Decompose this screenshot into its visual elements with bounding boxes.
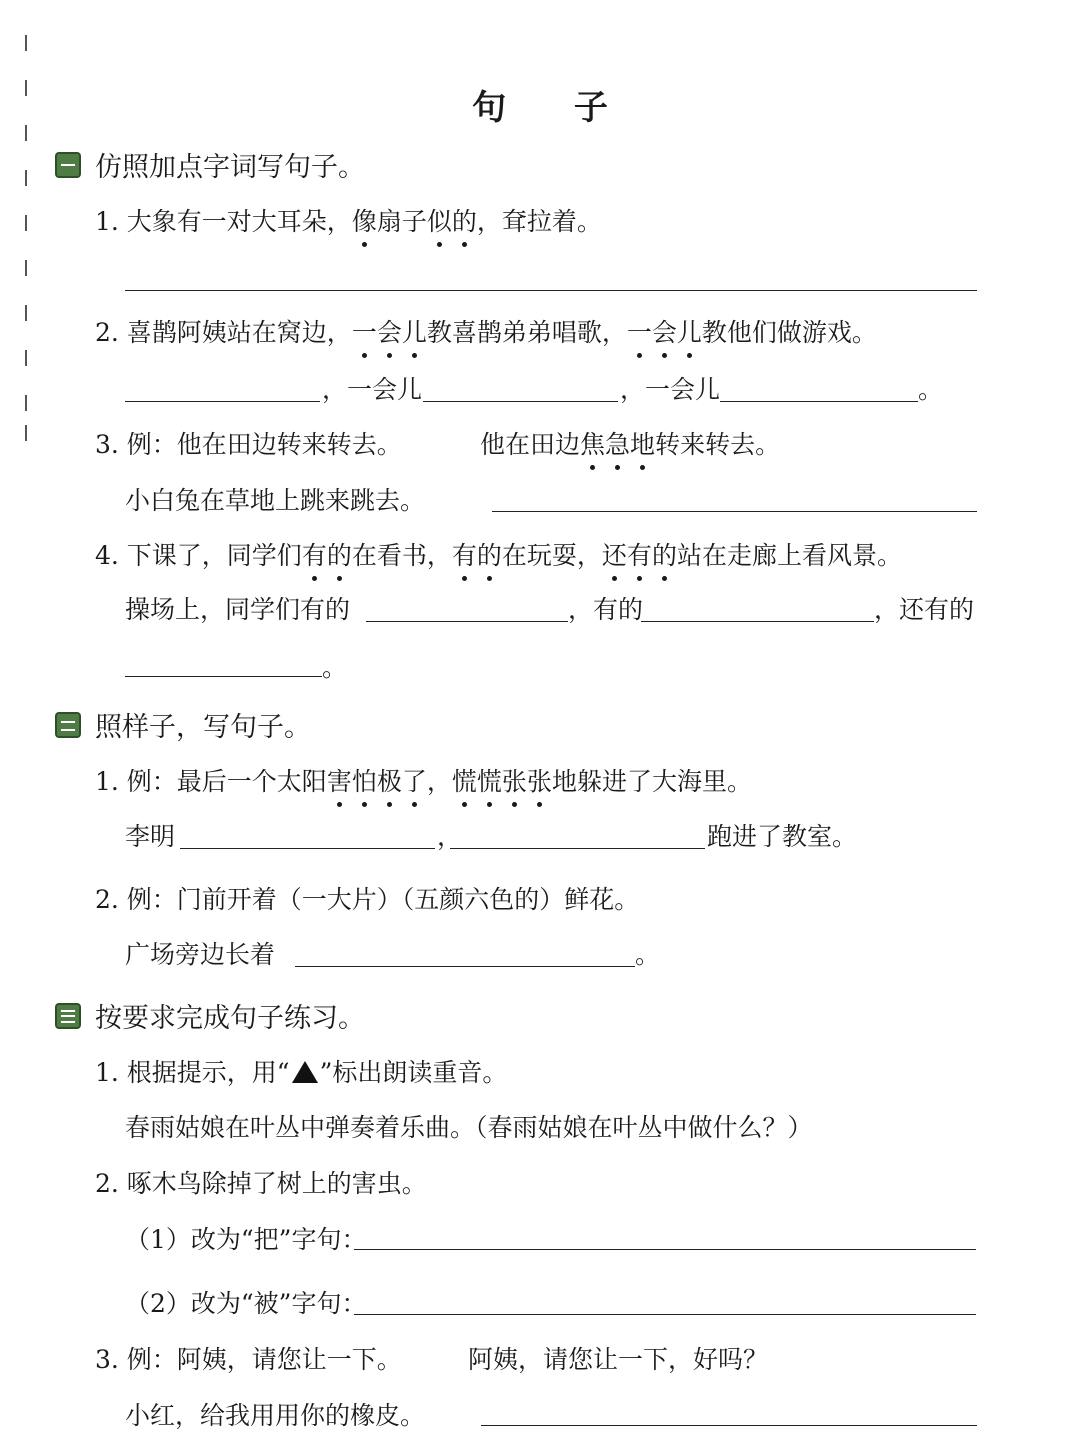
s1-q4-fill-end: ，还有的 bbox=[874, 595, 975, 624]
s1-q3-answer-line[interactable] bbox=[492, 511, 977, 512]
triangle-icon bbox=[292, 1061, 318, 1083]
binding-mark bbox=[25, 215, 27, 231]
binding-mark bbox=[25, 260, 27, 276]
section-three-title: 按要求完成句子练习。 bbox=[95, 1003, 365, 1034]
s1-q4-text: 4. 下课了，同学们有的在看书，有的在玩耍，还有的站在走廊上看风景。 bbox=[95, 536, 902, 572]
s2-q1-fill-comma: ， bbox=[437, 822, 463, 851]
s1-q2-blank-2[interactable] bbox=[423, 401, 618, 402]
s3-q1-sentence: 春雨姑娘在叶丛中弹奏着乐曲。（春雨姑娘在叶丛中做什么？） bbox=[125, 1113, 813, 1142]
section-two-icon bbox=[55, 712, 81, 738]
s1-q4-blank-3[interactable] bbox=[125, 676, 322, 677]
section-one-icon bbox=[55, 152, 81, 178]
binding-mark bbox=[25, 170, 27, 186]
s1-q4-fill-pre: 操场上，同学们有的 bbox=[125, 595, 351, 624]
s1-q2-fill-b: ，一会儿 bbox=[620, 375, 721, 404]
section-three-icon bbox=[55, 1003, 81, 1029]
s1-q2-blank-1[interactable] bbox=[125, 401, 320, 402]
binding-mark bbox=[25, 35, 27, 51]
section-one-title: 仿照加点字词写句子。 bbox=[95, 152, 365, 183]
s2-q2-fill-pre: 广场旁边长着 bbox=[125, 940, 276, 969]
s1-q2-fill-end: 。 bbox=[918, 375, 944, 404]
binding-mark bbox=[25, 350, 27, 366]
s1-q4-blank-2[interactable] bbox=[641, 621, 874, 622]
s1-q1-text: 1. 大象有一对大耳朵，像扇子似的，耷拉着。 bbox=[95, 202, 602, 238]
s2-q2-fill-end: 。 bbox=[635, 940, 661, 969]
s1-q4-fill-last: 。 bbox=[322, 653, 348, 682]
s2-q1-example: 1. 例：最后一个太阳害怕极了，慌慌张张地躲进了大海里。 bbox=[95, 762, 752, 798]
page-title: 句 子 bbox=[472, 88, 636, 128]
s1-q1-answer-line[interactable] bbox=[125, 290, 977, 291]
s1-q2-blank-3[interactable] bbox=[720, 401, 918, 402]
binding-mark bbox=[25, 395, 27, 411]
s2-q2-blank[interactable] bbox=[295, 966, 635, 967]
s2-q1-fill-post: 跑进了教室。 bbox=[707, 822, 858, 851]
s3-q3-example-answer: 阿姨，请您让一下，好吗？ bbox=[468, 1345, 769, 1374]
s3-q3-example: 3. 例：阿姨，请您让一下。 bbox=[95, 1345, 402, 1374]
s2-q2-example: 2. 例：门前开着（一大片）（五颜六色的）鲜花。 bbox=[95, 885, 640, 914]
s3-q3-prompt: 小红，给我用用你的橡皮。 bbox=[125, 1401, 426, 1430]
s1-q2-fill-a: ，一会儿 bbox=[322, 375, 423, 404]
s1-q2-text: 2. 喜鹊阿姨站在窝边，一会儿教喜鹊弟弟唱歌，一会儿教他们做游戏。 bbox=[95, 313, 877, 349]
s1-q4-blank-1[interactable] bbox=[366, 621, 568, 622]
s2-q1-fill-pre: 李明 bbox=[125, 822, 176, 851]
section-two-title: 照样子，写句子。 bbox=[95, 712, 311, 743]
s2-q1-blank-2[interactable] bbox=[450, 848, 705, 849]
binding-mark bbox=[25, 305, 27, 321]
s3-q2-b-answer-line[interactable] bbox=[354, 1314, 976, 1315]
s3-q2-a-answer-line[interactable] bbox=[354, 1249, 976, 1250]
s3-q3-answer-line[interactable] bbox=[481, 1425, 977, 1426]
s2-q1-blank-1[interactable] bbox=[180, 848, 435, 849]
s1-q3-example: 3. 例：他在田边转来转去。 bbox=[95, 430, 402, 459]
s1-q4-fill-mid: ，有的 bbox=[568, 595, 644, 624]
s3-q2-a-label: （1）改为“把”字句： bbox=[125, 1225, 367, 1254]
s3-q2-text: 2. 啄木鸟除掉了树上的害虫。 bbox=[95, 1169, 427, 1198]
s3-q2-b-label: （2）改为“被”字句： bbox=[125, 1289, 367, 1318]
s3-q1-text: 1. 根据提示，用“ ”标出朗读重音。 bbox=[95, 1058, 508, 1087]
s1-q3-example-answer: 他在田边焦急地转来转去。 bbox=[480, 425, 780, 461]
binding-mark bbox=[25, 425, 27, 441]
s1-q3-prompt: 小白兔在草地上跳来跳去。 bbox=[125, 486, 426, 515]
